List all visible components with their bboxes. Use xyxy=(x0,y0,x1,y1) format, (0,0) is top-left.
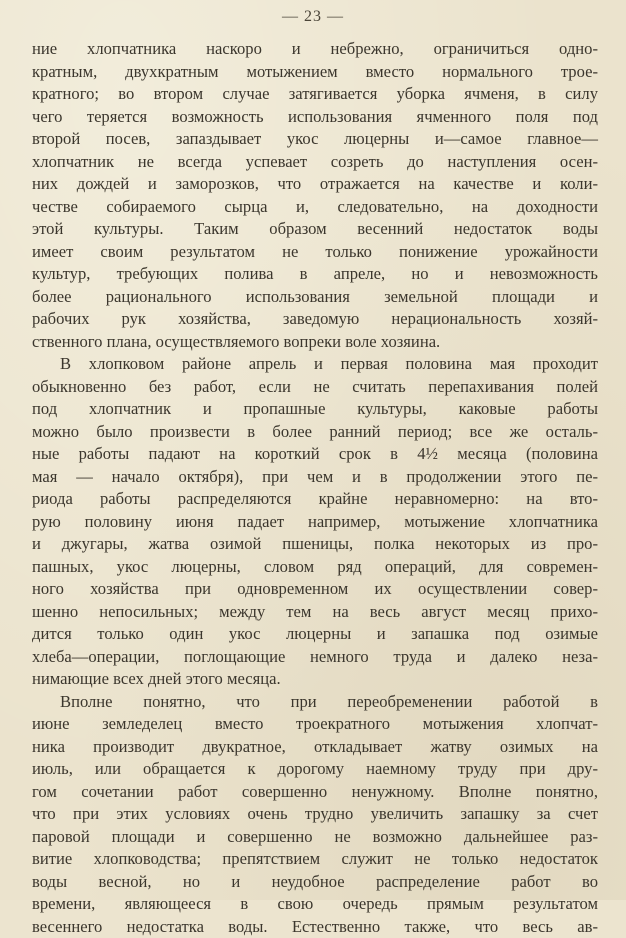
text-line: кратным, двухкратным мотыжением вместо нормального трое- xyxy=(32,61,598,84)
text-line: мая — начало октября), при чем и в продолжении этого пе- xyxy=(32,466,598,489)
text-line: ственного плана, осуществляемого вопреки воле хозяина. xyxy=(32,331,598,354)
text-line: честве собираемого сырца и, следовательно, на доходности xyxy=(32,196,598,219)
text-line: Вполне понятно, что при переобременении работой в xyxy=(32,691,598,714)
text-line: пашных, укос люцерны, словом ряд операций, для современ- xyxy=(32,556,598,579)
text-line: культур, требующих полива в апреле, но и невозможность xyxy=(32,263,598,286)
text-line: кратного; во втором случае затягивается уборка ячменя, в силу xyxy=(32,83,598,106)
text-line: ного хозяйства при одновременном их осуществлении совер- xyxy=(32,578,598,601)
text-line: хлеба—операции, поглощающие немного труда и далеко неза- xyxy=(32,646,598,669)
text-line: шенно непосильных; между тем на весь август месяц прихо- xyxy=(32,601,598,624)
text-line: чего теряется возможность использования ячменного поля под xyxy=(32,106,598,129)
text-line: ние хлопчатника наскоро и небрежно, ограничиться одно- xyxy=(32,38,598,61)
text-line: что при этих условиях очень трудно увеличить запашку за счет xyxy=(32,803,598,826)
text-line: июль, или обращается к дорогому наемному труду при дру- xyxy=(32,758,598,781)
text-line: дится только один укос люцерны и запашка под озимые xyxy=(32,623,598,646)
paragraph-2 xyxy=(32,353,598,691)
text-line: можно было произвести в более ранний период; все же осталь- xyxy=(32,421,598,444)
text-line: этой культуры. Таким образом весенний недостаток воды xyxy=(32,218,598,241)
text-line: весеннего недостатка воды. Естественно также, что весь ав- xyxy=(32,916,598,938)
text-line: нимающие всех дней этого месяца. xyxy=(32,668,598,691)
text-line: рабочих рук хозяйства, заведомую нерациональность хозяй- xyxy=(32,308,598,331)
paragraph-3 xyxy=(32,691,598,938)
text-line: обыкновенно без работ, если не считать перепахивания полей xyxy=(32,376,598,399)
text-line: витие хлопководства; препятствием служит не только недостаток xyxy=(32,848,598,871)
text-line: более рационального использования земельной площади и xyxy=(32,286,598,309)
text-line: В хлопковом районе апрель и первая половина мая проходит xyxy=(32,353,598,376)
text-line: имеет своим результатом не только понижение урожайности xyxy=(32,241,598,264)
text-line: июне земледелец вместо троекратного мотыжения хлопчат- xyxy=(32,713,598,736)
page-number: — 23 — xyxy=(0,8,626,26)
text-line: паровой площади и совершенно не возможно дальнейшее раз- xyxy=(32,826,598,849)
text-line: ные работы падают на короткий срок в 4½ месяца (половина xyxy=(32,443,598,466)
text-line: ника производит двукратное, откладывает жатву озимых на xyxy=(32,736,598,759)
text-line: второй посев, запаздывает укос люцерны и—самое главное— xyxy=(32,128,598,151)
text-line: под хлопчатник и пропашные культуры, каковые работы xyxy=(32,398,598,421)
text-line: хлопчатник не всегда успевает созреть до наступления осен- xyxy=(32,151,598,174)
text-line: них дождей и заморозков, что отражается на качестве и коли- xyxy=(32,173,598,196)
text-line: времени, являющееся в свою очередь прямым результатом xyxy=(32,893,598,916)
text-line: и джугары, жатва озимой пшеницы, полка некоторых из про- xyxy=(32,533,598,556)
paragraph-1 xyxy=(32,38,598,353)
text-line: гом сочетании работ совершенно ненужному. Вполне понятно, xyxy=(32,781,598,804)
text-line: воды весной, но и неудобное распределение работ во xyxy=(32,871,598,894)
body-text xyxy=(32,38,598,938)
text-line: риода работы распределяются крайне неравномерно: на вто- xyxy=(32,488,598,511)
text-line: рую половину июня падает например, мотыжение хлопчатника xyxy=(32,511,598,534)
